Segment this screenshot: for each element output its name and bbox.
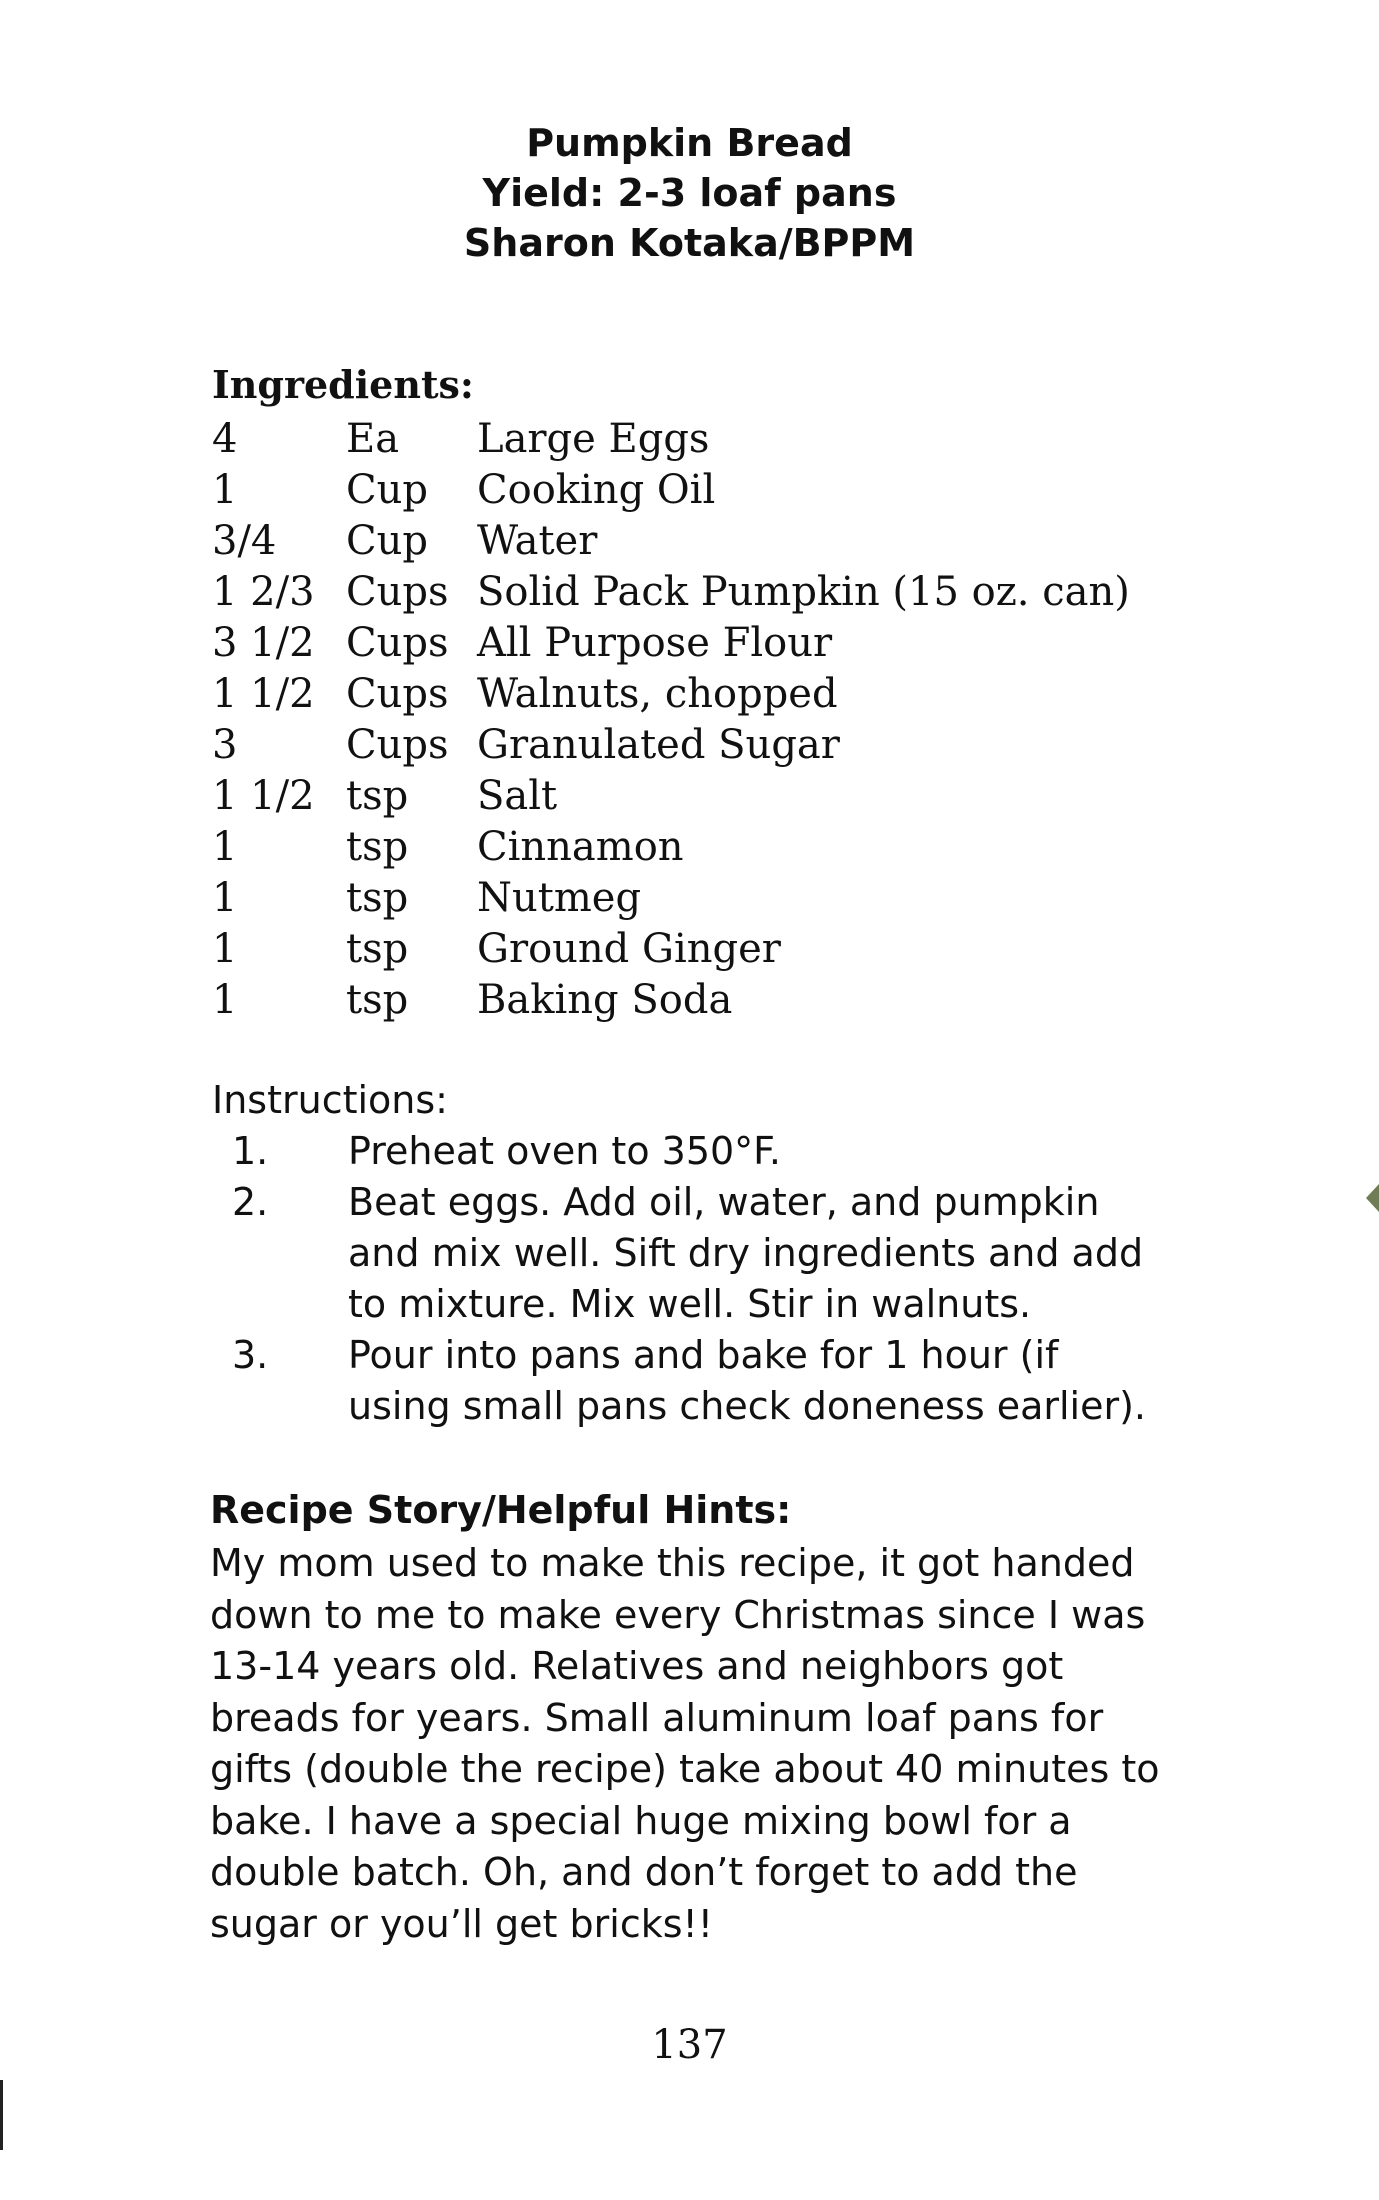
- ingredient-row: [212, 465, 1130, 516]
- ingredient-unit: tsp: [346, 824, 409, 870]
- ingredient-name: Solid Pack Pumpkin (15 oz. can): [477, 569, 1130, 615]
- ingredient-name: Large Eggs: [477, 416, 710, 462]
- story-line: breads for years. Small aluminum loaf pans for: [210, 1695, 1104, 1740]
- ingredient-name: Nutmeg: [477, 875, 642, 921]
- step-text: Preheat oven to 350°F.: [348, 1129, 782, 1173]
- story-line: gifts (double the recipe) take about 40 minutes to: [210, 1747, 1160, 1791]
- story-line: double batch. Oh, and don’t forget to add the: [210, 1850, 1078, 1894]
- ingredient-row: [212, 567, 1130, 618]
- ingredient-unit: tsp: [346, 773, 409, 819]
- ingredients-list: [212, 414, 1130, 1026]
- ingredients-heading: Ingredients:: [212, 362, 474, 407]
- ingredient-name: Salt: [477, 773, 558, 819]
- story-line: 13-14 years old. Relatives and neighbors got: [210, 1644, 1064, 1688]
- story-heading: Recipe Story/Helpful Hints:: [210, 1488, 792, 1532]
- ingredient-unit: Cup: [346, 467, 428, 513]
- ingredient-row: [212, 618, 1130, 669]
- story-line: sugar or you’ll get bricks!!: [210, 1901, 713, 1946]
- instructions-list: [212, 1126, 1212, 1432]
- ingredient-name: Ground Ginger: [477, 926, 781, 972]
- ingredient-quantity: 1: [212, 926, 238, 972]
- ingredient-unit: tsp: [346, 875, 409, 921]
- step-number: 2.: [232, 1180, 269, 1224]
- step-text: Beat eggs. Add oil, water, and pumpkin and mix well. Sift dry ingredients and add to mixture. Mix well. Stir in walnuts.: [348, 1180, 1144, 1326]
- ingredient-name: Baking Soda: [477, 977, 733, 1023]
- ingredient-row: [212, 516, 1130, 567]
- ingredient-quantity: 1: [212, 875, 238, 921]
- page-number: 137: [651, 2022, 728, 2068]
- ingredient-quantity: 3 1/2: [212, 620, 315, 666]
- ingredient-row: [212, 669, 1130, 720]
- ingredient-quantity: 1: [212, 467, 238, 513]
- step-text: Pour into pans and bake for 1 hour (if using small pans check doneness earlier).: [348, 1333, 1146, 1428]
- ingredient-quantity: 3: [212, 722, 238, 768]
- story-line: down to me to make every Christmas since I was: [210, 1592, 1146, 1637]
- story-line: My mom used to make this recipe, it got handed: [210, 1541, 1135, 1585]
- instruction-step: [212, 1330, 1212, 1432]
- ingredient-row: [212, 771, 1130, 822]
- ingredient-row: [212, 720, 1130, 771]
- ingredient-unit: tsp: [346, 977, 409, 1023]
- instruction-step: [212, 1126, 1212, 1177]
- leaf-mark-icon: [1366, 1184, 1379, 1212]
- story-text: [210, 1538, 1190, 1950]
- ingredient-unit: Cups: [346, 671, 449, 717]
- ingredient-row: [212, 924, 1130, 975]
- step-number: 1.: [232, 1129, 269, 1173]
- ingredient-quantity: 1: [212, 824, 238, 870]
- ingredient-row: [212, 873, 1130, 924]
- recipe-title: Pumpkin Bread: [526, 121, 853, 165]
- ingredient-quantity: 1 2/3: [212, 569, 315, 615]
- ingredient-name: Cinnamon: [477, 824, 684, 870]
- ingredient-row: [212, 414, 1130, 465]
- ingredient-quantity: 1 1/2: [212, 773, 315, 819]
- ingredient-quantity: 1: [212, 977, 238, 1023]
- ingredient-name: All Purpose Flour: [477, 620, 833, 666]
- ingredient-name: Cooking Oil: [477, 467, 716, 513]
- page-edge-mark: [0, 2080, 3, 2150]
- ingredient-quantity: 3/4: [212, 518, 277, 564]
- ingredient-row: [212, 822, 1130, 873]
- recipe-header: [0, 118, 1379, 268]
- ingredient-quantity: 4: [212, 416, 238, 462]
- ingredient-row: [212, 975, 1130, 1026]
- ingredient-unit: Cups: [346, 569, 449, 615]
- ingredient-quantity: 1 1/2: [212, 671, 315, 717]
- ingredient-name: Granulated Sugar: [477, 722, 840, 768]
- ingredient-unit: Cups: [346, 722, 449, 768]
- ingredient-name: Water: [477, 518, 598, 564]
- instruction-step: [212, 1177, 1212, 1330]
- ingredient-unit: Cup: [346, 518, 428, 564]
- ingredient-unit: Cups: [346, 620, 449, 666]
- recipe-yield: Yield: 2-3 loaf pans: [482, 171, 897, 215]
- story-line: bake. I have a special huge mixing bowl for a: [210, 1798, 1072, 1843]
- instructions-heading: Instructions:: [212, 1078, 448, 1122]
- ingredient-unit: tsp: [346, 926, 409, 972]
- ingredient-name: Walnuts, chopped: [477, 671, 838, 717]
- recipe-author: Sharon Kotaka/BPPM: [463, 221, 916, 265]
- step-number: 3.: [232, 1333, 269, 1377]
- ingredient-unit: Ea: [346, 416, 400, 462]
